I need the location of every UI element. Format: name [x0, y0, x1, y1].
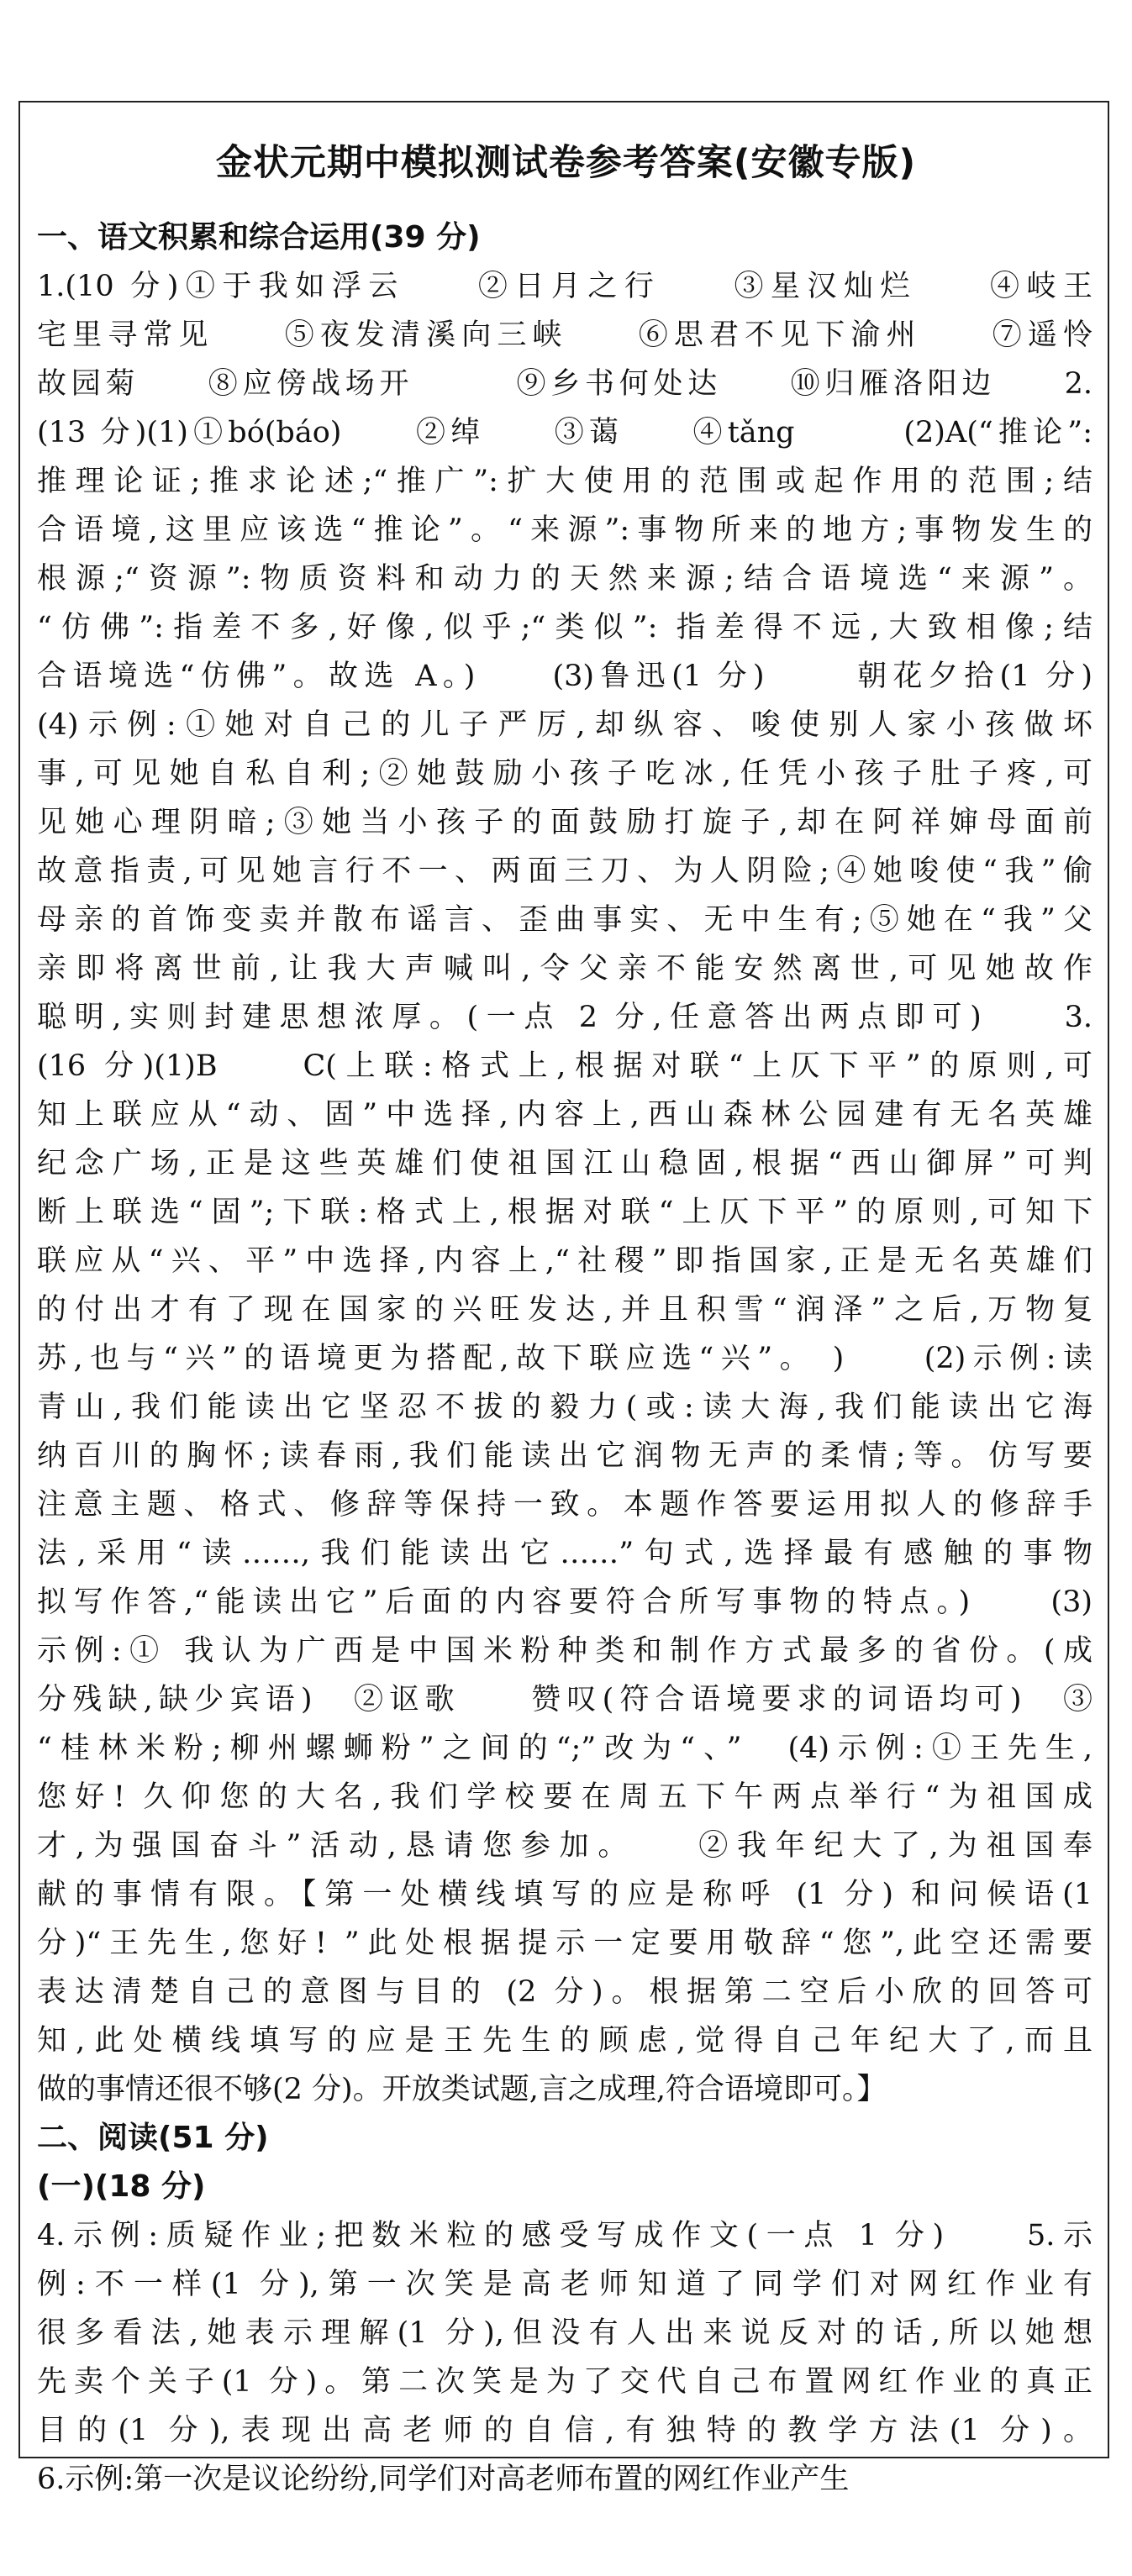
answer-line: 青山,我们能读出它坚忍不拔的毅力(或:读大海,我们能读出它海 — [37, 1391, 1093, 1424]
answer-line: 宅里寻常见 ⑤夜发清溪向三峡 ⑥思君不见下渝州 ⑦遥怜 — [37, 318, 1093, 352]
section-heading: 二、阅读(51 分) — [37, 2121, 269, 2155]
answer-line: 1.(10 分)①于我如浮云 ②日月之行 ③星汉灿烂 ④岐王 — [37, 270, 1093, 303]
answer-line: 才,为强国奋斗”活动,恳请您参加。 ②我年纪大了,为祖国奉 — [37, 1829, 1093, 1863]
answer-line: (16 分)(1)B C(上联:格式上,根据对联“上仄下平”的原则,可 — [37, 1049, 1093, 1083]
answer-line: 4.示例:质疑作业;把数米粒的感受写成作文(一点 1 分) 5.示 — [37, 2219, 1093, 2253]
answer-line: 合语境,这里应该选“推论”。“来源”:事物所来的地方;事物发生的 — [37, 513, 1093, 547]
answer-line: 纪念广场,正是这些英雄们使祖国江山稳固,根据“西山御屏”可判 — [37, 1147, 1093, 1180]
answer-line: 苏,也与“兴”的语境更为搭配,故下联应选“兴”。 ) (2)示例:读 — [37, 1342, 1093, 1375]
answer-line: 6.示例:第一次是议论纷纷,同学们对高老师布置的网红作业产生 — [37, 2463, 850, 2496]
answer-line: 目的(1 分),表现出高老师的自信,有独特的教学方法(1 分)。 — [37, 2414, 1093, 2447]
answer-line: 例:不一样(1 分),第一次笑是高老师知道了同学们对网红作业有 — [37, 2268, 1093, 2301]
answer-line: 联应从“兴、平”中选择,内容上,“社稷”即指国家,正是无名英雄们 — [37, 1244, 1093, 1278]
answer-line: 法,采用“读……,我们能读出它……”句式,选择最有感触的事物 — [37, 1537, 1093, 1570]
answer-line: 分残缺,缺少宾语) ②讴歌 赞叹(符合语境要求的词语均可) ③ — [37, 1683, 1093, 1716]
answer-line: (4)示例:①她对自己的儿子严厉,却纵容、唆使别人家小孩做坏 — [37, 708, 1093, 742]
answer-line: 您好! 久仰您的大名,我们学校要在周五下午两点举行“为祖国成 — [37, 1780, 1093, 1814]
answer-line: 故园菊 ⑧应傍战场开 ⑨乡书何处达 ⑩归雁洛阳边 2. — [37, 367, 1093, 401]
answer-line: 推理论证;推求论述;“推广”:扩大使用的范围或起作用的范围;结 — [37, 465, 1093, 498]
answer-line: 示例:① 我认为广西是中国米粉种类和制作方式最多的省份。(成 — [37, 1634, 1093, 1668]
answer-line: 表达清楚自己的意图与目的 (2 分)。根据第二空后小欣的回答可 — [37, 1975, 1093, 2009]
answer-line: 的付出才有了现在国家的兴旺发达,并且积雪“润泽”之后,万物复 — [37, 1293, 1093, 1327]
answer-line: 知,此处横线填写的应是王先生的顾虑,觉得自己年纪大了,而且 — [37, 2024, 1093, 2058]
answer-line: 拟写作答,“能读出它”后面的内容要符合所写事物的特点。) (3) — [37, 1585, 1093, 1619]
section-heading: 一、语文积累和综合运用(39 分) — [37, 220, 481, 255]
answer-line: 注意主题、格式、修辞等保持一致。本题作答要运用拟人的修辞手 — [37, 1488, 1093, 1522]
answer-line: 事,可见她自私自利;②她鼓励小孩子吃冰,任凭小孩子肚子疼,可 — [37, 757, 1093, 791]
answer-line: 做的事情还很不够(2 分)。开放类试题,言之成理,符合语境即可。】 — [37, 2073, 887, 2106]
answer-line: 聪明,实则封建思想浓厚。(一点 2 分,任意答出两点即可) 3. — [37, 1001, 1093, 1034]
answer-line: 母亲的首饰变卖并散布谣言、歪曲事实、无中生有;⑤她在“我”父 — [37, 903, 1093, 937]
answer-line: 纳百川的胸怀;读春雨,我们能读出它润物无声的柔情;等。仿写要 — [37, 1439, 1093, 1473]
answer-line: 见她心理阴暗;③她当小孩子的面鼓励打旋子,却在阿祥婶母面前 — [37, 806, 1093, 839]
answer-line: 断上联选“固”;下联:格式上,根据对联“上仄下平”的原则,可知下 — [37, 1196, 1093, 1229]
answer-line: 分)“王先生,您好! ”此处根据提示一定要用敬辞“您”,此空还需要 — [37, 1927, 1093, 1960]
answer-content — [37, 213, 1093, 2504]
answer-line: “桂林米粉;柳州螺蛳粉”之间的“;”改为“、” (4)示例:①王先生, — [37, 1732, 1093, 1765]
answer-line: 很多看法,她表示理解(1 分),但没有人出来说反对的话,所以她想 — [37, 2316, 1093, 2350]
page-title: 金状元期中模拟测试卷参考答案(安徽专版) — [215, 142, 917, 184]
answer-line: 合语境选“仿佛”。故选 A。) (3)鲁迅(1 分) 朝花夕拾(1 分) — [37, 660, 1093, 693]
answer-line: 根源;“资源”:物质资料和动力的天然来源;结合语境选“来源”。 — [37, 562, 1093, 596]
answer-line: 先卖个关子(1 分)。第二次笑是为了交代自己布置网红作业的真正 — [37, 2365, 1093, 2399]
answer-line: 故意指责,可见她言行不一、两面三刀、为人阴险;④她唆使“我”偷 — [37, 854, 1093, 888]
answer-line: 知上联应从“动、固”中选择,内容上,西山森林公园建有无名英雄 — [37, 1098, 1093, 1132]
answer-line: 亲即将离世前,让我大声喊叫,令父亲不能安然离世,可见她故作 — [37, 952, 1093, 986]
answer-line: (13 分)(1)①bó(báo) ②绰 ③蔼 ④tǎng (2)A(“推论”: — [37, 416, 1093, 449]
answer-line: “仿佛”:指差不多,好像,似乎;“类似”: 指差得不远,大致相像;结 — [37, 611, 1093, 644]
section-heading: (一)(18 分) — [37, 2169, 206, 2204]
answer-line: 献的事情有限。【第一处横线填写的应是称呼 (1 分) 和问候语(1 — [37, 1878, 1093, 1911]
